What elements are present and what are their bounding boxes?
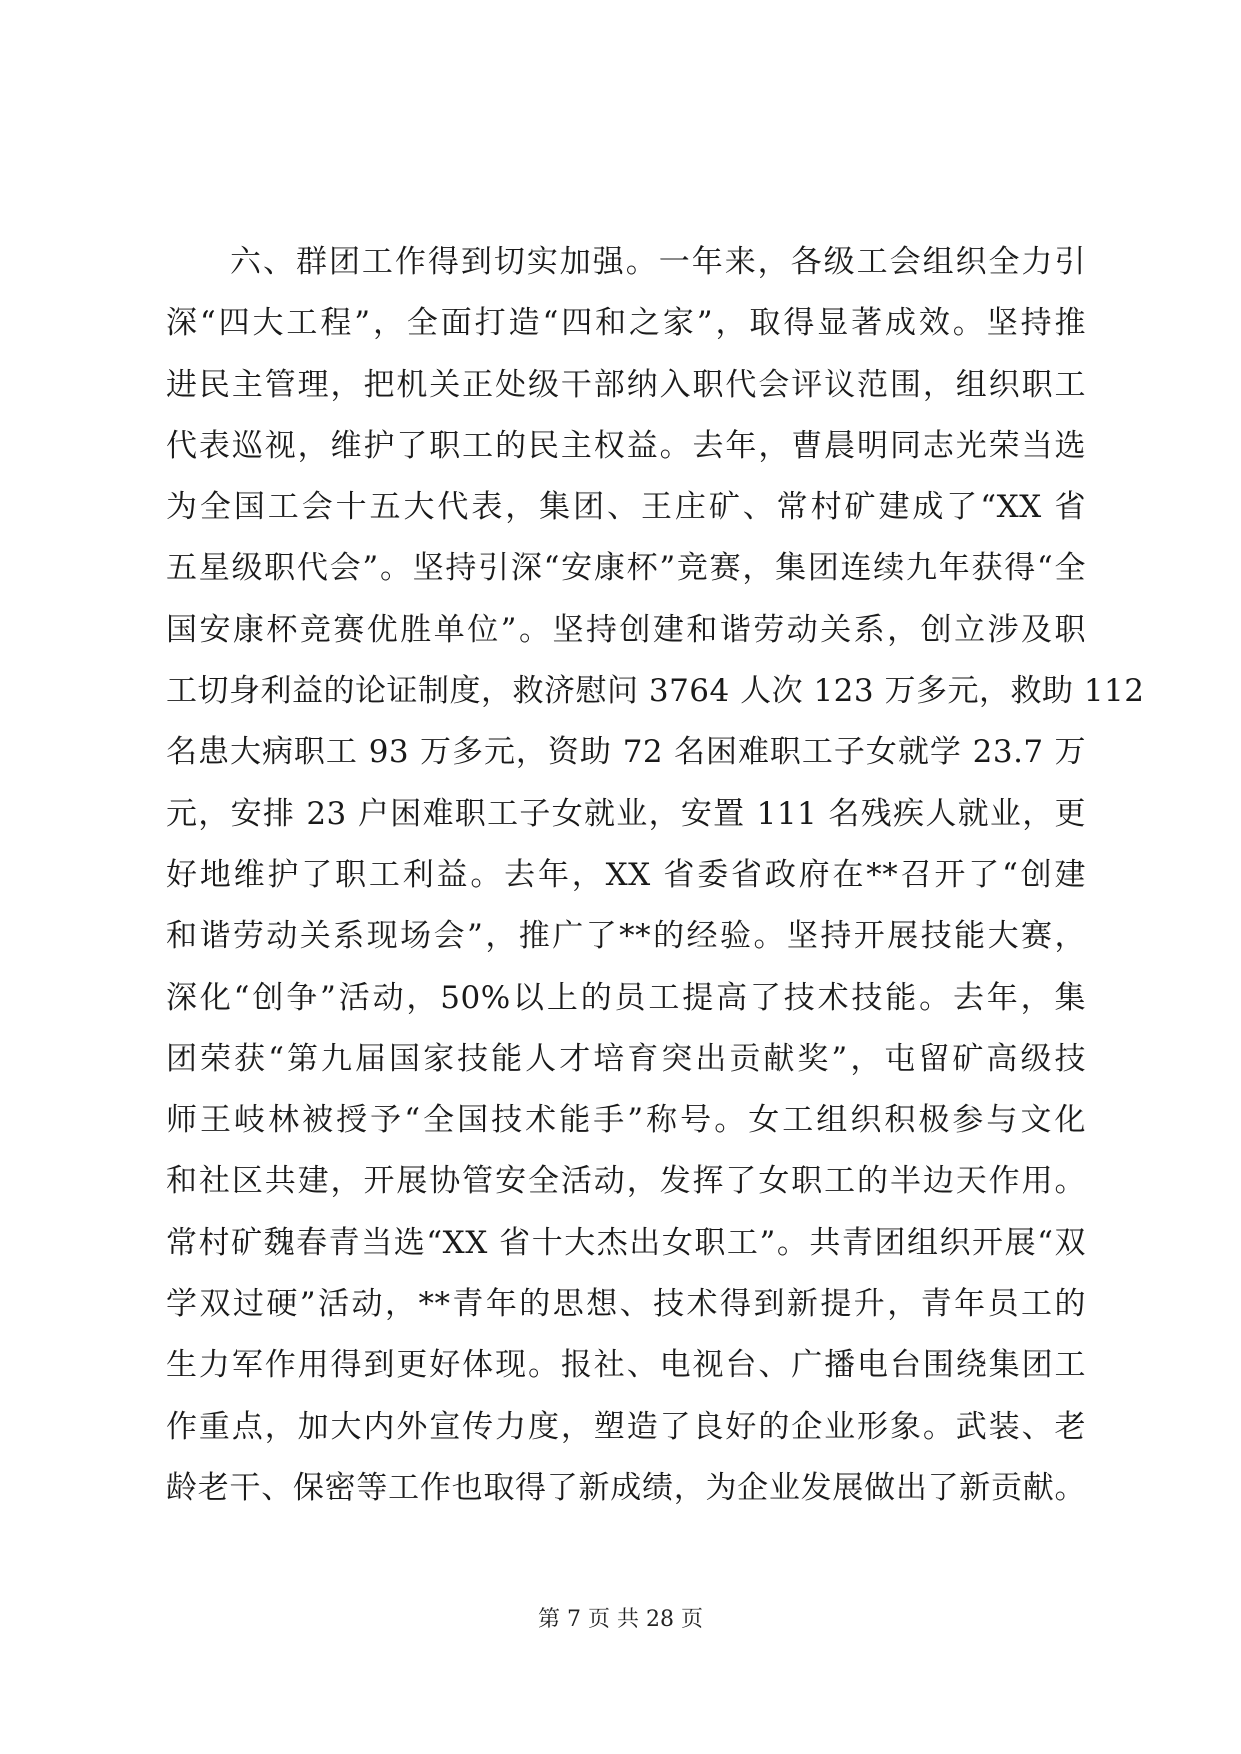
paragraph-line: 学双过硬”活动，**青年的思想、技术得到新提升，青年员工的 xyxy=(166,1286,1086,1323)
paragraph-line: 好地维护了职工利益。去年，XX 省委省政府在**召开了“创建 xyxy=(166,856,1086,893)
paragraph-line: 国安康杯竞赛优胜单位”。坚持创建和谐劳动关系，创立涉及职 xyxy=(166,611,1086,648)
paragraph-line: 六、群团工作得到切实加强。一年来，各级工会组织全力引 xyxy=(230,244,1086,280)
paragraph-line: 常村矿魏春青当选“XX 省十大杰出女职工”。共青团组织开展“双 xyxy=(166,1224,1086,1261)
paragraph-line: 深化“创争”活动，50%以上的员工提高了技术技能。去年，集 xyxy=(166,979,1086,1016)
paragraph-line: 深“四大工程”，全面打造“四和之家”，取得显著成效。坚持推 xyxy=(166,305,1086,342)
paragraph-line: 和谐劳动关系现场会”，推广了**的经验。坚持开展技能大赛， xyxy=(166,918,1086,955)
paragraph-line: 生力军作用得到更好体现。报社、电视台、广播电台围绕集团工 xyxy=(166,1347,1086,1384)
paragraph-line: 进民主管理，把机关正处级干部纳入职代会评议范围，组织职工 xyxy=(166,366,1086,403)
paragraph-line: 师王岐林被授予“全国技术能手”称号。女工组织积极参与文化 xyxy=(166,1102,1086,1139)
paragraph-line: 团荣获“第九届国家技能人才培育突出贡献奖”，屯留矿高级技 xyxy=(166,1040,1086,1077)
paragraph-line: 代表巡视，维护了职工的民主权益。去年，曹晨明同志光荣当选 xyxy=(166,427,1086,464)
paragraph-line: 工切身利益的论证制度，救济慰问 3764 人次 123 万多元，救助 112 xyxy=(166,673,1145,710)
paragraph-line: 为全国工会十五大代表，集团、王庄矿、常村矿建成了“XX 省 xyxy=(166,489,1086,526)
paragraph-line: 龄老干、保密等工作也取得了新成绩，为企业发展做出了新贡献。 xyxy=(166,1469,1086,1506)
body-paragraph xyxy=(166,232,1145,1519)
paragraph-line: 五星级职代会”。坚持引深“安康杯”竞赛，集团连续九年获得“全 xyxy=(166,550,1086,587)
paragraph-line: 作重点，加大内外宣传力度，塑造了良好的企业形象。武装、老 xyxy=(166,1408,1086,1445)
page-number-footer: 第 7 页 共 28 页 xyxy=(538,1607,703,1632)
paragraph-line: 名患大病职工 93 万多元，资助 72 名困难职工子女就学 23.7 万 xyxy=(166,734,1086,771)
paragraph-line: 元，安排 23 户困难职工子女就业，安置 111 名残疾人就业，更 xyxy=(166,795,1086,832)
paragraph-line: 和社区共建，开展协管安全活动，发挥了女职工的半边天作用。 xyxy=(166,1163,1086,1200)
